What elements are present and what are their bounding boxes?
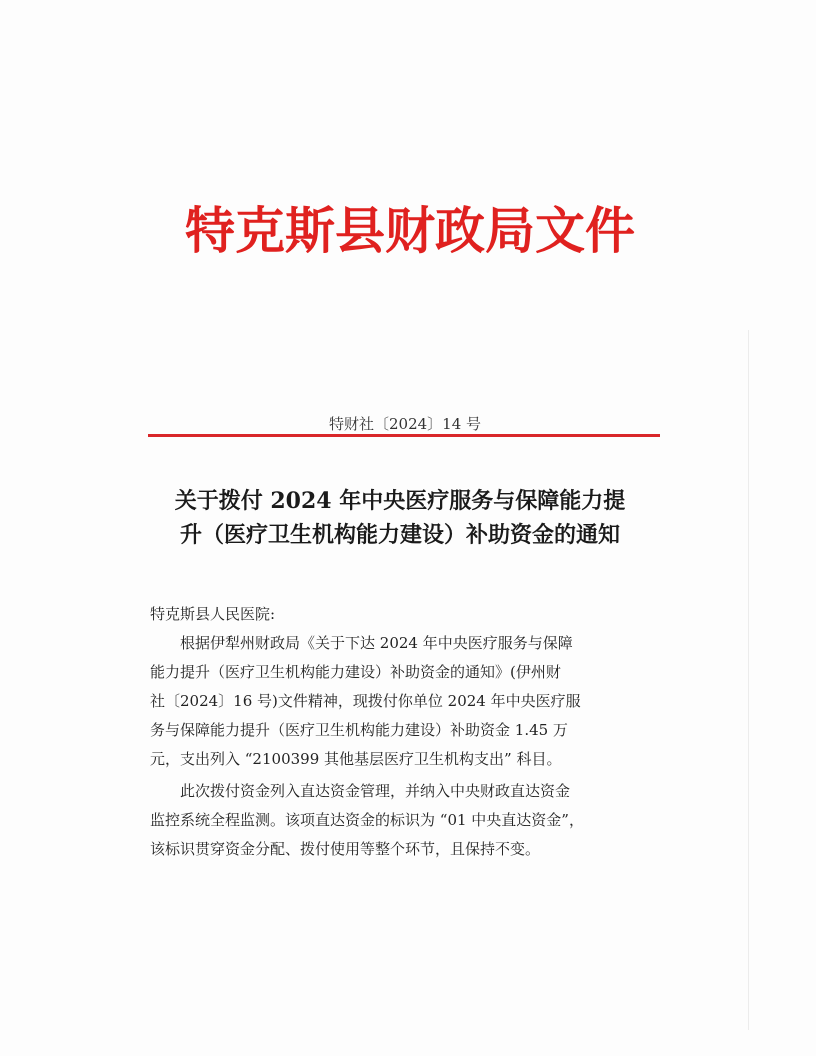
paragraph-1-line: 根据伊犁州财政局《关于下达 2024 年中央医疗服务与保障 (180, 634, 573, 652)
page-edge-shadow (748, 330, 749, 1030)
red-separator-line (148, 434, 660, 437)
paragraph-1-line: 能力提升（医疗卫生机构能力建设）补助资金的通知》(伊州财 (150, 663, 561, 681)
paragraph-1-line: 社〔2024〕16 号)文件精神，现拨付你单位 2024 年中央医疗服 (150, 692, 581, 710)
document-subject (120, 484, 680, 552)
paragraph-1 (150, 629, 680, 774)
document-number: 特财社〔2024〕14 号 (328, 415, 482, 433)
paragraph-1-line: 务与保障能力提升（医疗卫生机构能力建设）补助资金 1.45 万 (150, 721, 568, 739)
issuer-header-title: 特克斯县财政局文件 (185, 201, 635, 260)
paragraph-1-line: 元，支出列入 “2100399 其他基层医疗卫生机构支出” 科目。 (150, 750, 562, 768)
paragraph-2-line: 监控系统全程监测。该项直达资金的标识为 “01 中央直达资金”， (150, 811, 584, 829)
paragraph-2 (150, 777, 680, 864)
subject-line-1: 关于拨付 2024 年中央医疗服务与保障能力提 (174, 488, 626, 514)
subject-line-2: 升（医疗卫生机构能力建设）补助资金的通知 (179, 522, 620, 548)
paragraph-2-line: 该标识贯穿资金分配、拨付使用等整个环节，且保持不变。 (150, 840, 541, 858)
salutation: 特克斯县人民医院: (150, 605, 276, 623)
paragraph-2-line: 此次拨付资金列入直达资金管理，并纳入中央财政直达资金 (180, 782, 571, 800)
document-body (150, 600, 680, 864)
